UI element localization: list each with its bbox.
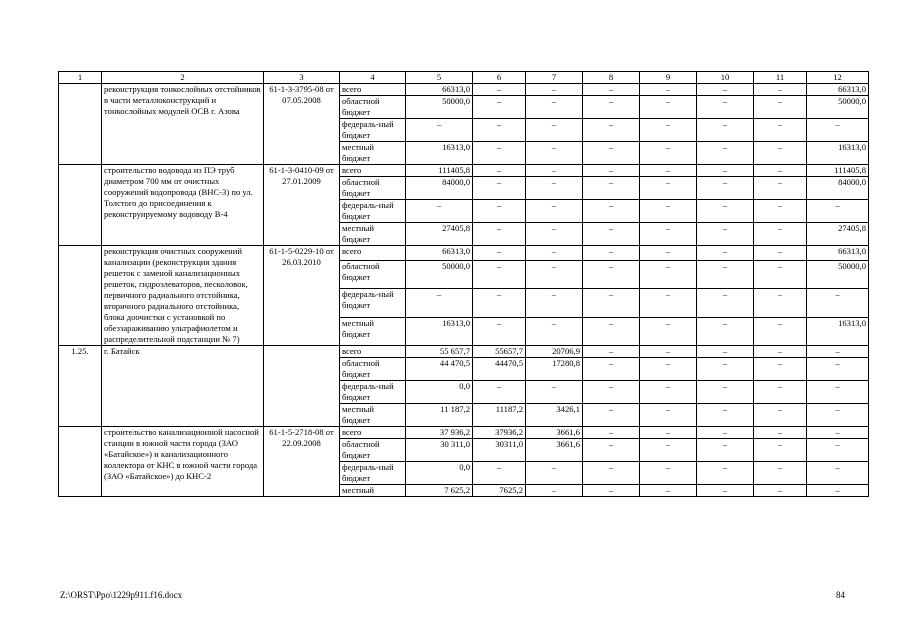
value-cell: – <box>473 177 526 200</box>
value-cell: – <box>526 165 583 177</box>
value-cell: – <box>807 289 869 317</box>
header-cell: 4 <box>340 72 406 84</box>
funding-source: местный бюджет <box>340 317 406 345</box>
table-row <box>59 246 869 261</box>
value-cell: 20706,9 <box>526 346 583 358</box>
value-cell: – <box>583 177 640 200</box>
value-cell: – <box>583 165 640 177</box>
value-cell: 16313,0 <box>807 317 869 345</box>
header-cell: 11 <box>754 72 807 84</box>
value-cell: – <box>697 246 754 261</box>
value-cell: – <box>406 289 473 317</box>
value-cell: 30311,0 <box>473 439 526 462</box>
value-cell: – <box>807 439 869 462</box>
value-cell: 0,0 <box>406 381 473 404</box>
value-cell: – <box>473 165 526 177</box>
file-path: Z:\ORST\Ppo\1229p911.f16.docx <box>60 590 183 600</box>
value-cell: – <box>640 165 697 177</box>
header-cell: 5 <box>406 72 473 84</box>
value-cell: – <box>526 462 583 485</box>
value-cell: – <box>640 317 697 345</box>
value-cell: – <box>754 317 807 345</box>
value-cell: 11187,2 <box>473 404 526 427</box>
value-cell: – <box>526 96 583 119</box>
value-cell: – <box>807 119 869 142</box>
value-cell: – <box>640 485 697 497</box>
value-cell: – <box>697 346 754 358</box>
value-cell: – <box>754 260 807 288</box>
value-cell: – <box>473 246 526 261</box>
value-cell: – <box>640 346 697 358</box>
value-cell: – <box>406 119 473 142</box>
value-cell: – <box>526 223 583 246</box>
value-cell: 44470,5 <box>473 358 526 381</box>
value-cell: – <box>473 96 526 119</box>
value-cell: 55 657,7 <box>406 346 473 358</box>
value-cell: 16313,0 <box>807 142 869 165</box>
value-cell: – <box>640 289 697 317</box>
value-cell: – <box>640 177 697 200</box>
value-cell: – <box>640 404 697 427</box>
value-cell: – <box>640 223 697 246</box>
funding-source: всего <box>340 346 406 358</box>
value-cell: – <box>526 289 583 317</box>
value-cell: – <box>640 358 697 381</box>
value-cell: – <box>697 142 754 165</box>
value-cell: – <box>807 200 869 223</box>
value-cell: – <box>526 119 583 142</box>
value-cell: – <box>754 200 807 223</box>
value-cell: – <box>583 404 640 427</box>
value-cell: – <box>640 200 697 223</box>
value-cell: – <box>807 404 869 427</box>
value-cell: – <box>583 119 640 142</box>
item-number <box>59 427 102 497</box>
value-cell: – <box>583 96 640 119</box>
value-cell: – <box>473 260 526 288</box>
value-cell: – <box>754 346 807 358</box>
value-cell: – <box>807 346 869 358</box>
document-table <box>58 71 869 497</box>
value-cell: – <box>754 165 807 177</box>
header-cell: 6 <box>473 72 526 84</box>
value-cell: – <box>583 346 640 358</box>
value-cell: – <box>754 439 807 462</box>
funding-source: федераль-ный бюджет <box>340 200 406 223</box>
value-cell: 17280,8 <box>526 358 583 381</box>
value-cell: – <box>583 289 640 317</box>
value-cell: – <box>526 485 583 497</box>
value-cell: – <box>754 427 807 439</box>
value-cell: – <box>640 260 697 288</box>
item-number <box>59 246 102 346</box>
value-cell: 66313,0 <box>807 84 869 96</box>
value-cell: – <box>526 260 583 288</box>
value-cell: – <box>697 177 754 200</box>
value-cell: – <box>473 381 526 404</box>
value-cell: – <box>526 84 583 96</box>
value-cell: 16313,0 <box>406 142 473 165</box>
value-cell: – <box>754 289 807 317</box>
funding-source: местный бюджет <box>340 142 406 165</box>
value-cell: – <box>640 84 697 96</box>
value-cell: – <box>754 358 807 381</box>
value-cell: 55657,7 <box>473 346 526 358</box>
funding-source: федераль-ный бюджет <box>340 462 406 485</box>
object-name: реконструкция тонкослойных отстойников в части металлоконструкций и тонкослойных модулей ОСВ г. Азова <box>102 84 264 165</box>
value-cell: – <box>406 200 473 223</box>
value-cell: – <box>697 381 754 404</box>
value-cell: – <box>583 439 640 462</box>
value-cell: – <box>697 427 754 439</box>
funding-source: федераль-ный бюджет <box>340 119 406 142</box>
funding-source: местный бюджет <box>340 404 406 427</box>
value-cell: – <box>697 84 754 96</box>
value-cell: – <box>754 84 807 96</box>
object-name: строительство водовода из ПЭ труб диаметром 700 мм от очистных сооружений водопровода (ВНС-3) по ул. Толстого до присоединения к реконструируемому водоводу В-4 <box>102 165 264 246</box>
value-cell: 84000,0 <box>406 177 473 200</box>
funding-source: областной бюджет <box>340 439 406 462</box>
value-cell: – <box>583 317 640 345</box>
object-name: реконструкция очистных сооружений канализации (реконструкция здания решеток с заменой канализационных решеток, гидроэлеваторов, песколовок, первичного радиального отстойника, вторичного радиального отстойника, блока доочистки с установкой по обеззараживанию ультрафиолетом и распределительной подстанции № 7) <box>102 246 264 346</box>
funding-source: федераль-ный бюджет <box>340 381 406 404</box>
value-cell: – <box>807 462 869 485</box>
value-cell: – <box>473 84 526 96</box>
header-cell: 8 <box>583 72 640 84</box>
header-cell: 3 <box>264 72 340 84</box>
funding-source: областной бюджет <box>340 177 406 200</box>
value-cell: 50000,0 <box>406 96 473 119</box>
value-cell: – <box>807 358 869 381</box>
value-cell: 66313,0 <box>807 246 869 261</box>
funding-source: всего <box>340 84 406 96</box>
value-cell: – <box>640 246 697 261</box>
header-cell: 7 <box>526 72 583 84</box>
value-cell: – <box>697 404 754 427</box>
header-cell: 1 <box>59 72 102 84</box>
value-cell: 50000,0 <box>406 260 473 288</box>
value-cell: 27405,8 <box>406 223 473 246</box>
expertise-doc: 61-1-3-3795-08 от 07.05.2008 <box>264 84 340 165</box>
value-cell: – <box>583 427 640 439</box>
value-cell: – <box>526 381 583 404</box>
value-cell: 84000,0 <box>807 177 869 200</box>
value-cell: – <box>697 439 754 462</box>
value-cell: 0,0 <box>406 462 473 485</box>
value-cell: – <box>754 404 807 427</box>
value-cell: – <box>697 485 754 497</box>
value-cell: – <box>473 200 526 223</box>
value-cell: 7 625,2 <box>406 485 473 497</box>
value-cell: – <box>697 119 754 142</box>
object-name: строительство канализационной насосной станции в южной части города (ЗАО «Батайское») и канализационного коллектора от КНС в южной части города (ЗАО «Батайское») до КНС-2 <box>102 427 264 497</box>
value-cell: – <box>526 177 583 200</box>
value-cell: – <box>697 462 754 485</box>
value-cell: – <box>583 260 640 288</box>
funding-source: местный бюджет <box>340 223 406 246</box>
item-number <box>59 165 102 246</box>
expertise-doc <box>264 346 340 427</box>
value-cell: – <box>754 485 807 497</box>
value-cell: – <box>583 485 640 497</box>
value-cell: – <box>526 317 583 345</box>
value-cell: – <box>583 223 640 246</box>
value-cell: – <box>583 246 640 261</box>
funding-source: областной бюджет <box>340 358 406 381</box>
table-row <box>59 427 869 439</box>
header-cell: 12 <box>807 72 869 84</box>
value-cell: 50000,0 <box>807 260 869 288</box>
value-cell: – <box>473 317 526 345</box>
table-row <box>59 165 869 177</box>
value-cell: – <box>754 177 807 200</box>
value-cell: – <box>583 358 640 381</box>
funding-source: областной бюджет <box>340 260 406 288</box>
value-cell: – <box>807 485 869 497</box>
value-cell: – <box>583 84 640 96</box>
value-cell: 66313,0 <box>406 84 473 96</box>
value-cell: – <box>754 119 807 142</box>
expertise-doc: 61-1-5-2718-08 от 22.09.2008 <box>264 427 340 497</box>
value-cell: 66313,0 <box>406 246 473 261</box>
value-cell: – <box>754 96 807 119</box>
expertise-doc: 61-1-3-0410-09 от 27.01.2009 <box>264 165 340 246</box>
value-cell: – <box>697 200 754 223</box>
value-cell: 111405,8 <box>807 165 869 177</box>
table-row <box>59 84 869 96</box>
table-body <box>59 72 869 497</box>
funding-source: федераль-ный бюджет <box>340 289 406 317</box>
value-cell: – <box>583 200 640 223</box>
header-cell: 2 <box>102 72 264 84</box>
value-cell: – <box>583 381 640 404</box>
value-cell: – <box>640 381 697 404</box>
value-cell: – <box>697 289 754 317</box>
funding-source: всего <box>340 427 406 439</box>
value-cell: – <box>473 119 526 142</box>
value-cell: 3426,1 <box>526 404 583 427</box>
expertise-doc: 61-1-5-0229-10 от 26.03.2010 <box>264 246 340 346</box>
value-cell: – <box>526 200 583 223</box>
value-cell: 44 470,5 <box>406 358 473 381</box>
value-cell: – <box>640 462 697 485</box>
item-number <box>59 84 102 165</box>
value-cell: – <box>697 317 754 345</box>
value-cell: – <box>807 427 869 439</box>
value-cell: – <box>526 142 583 165</box>
funding-source: местный <box>340 485 406 497</box>
value-cell: – <box>583 142 640 165</box>
value-cell: – <box>473 289 526 317</box>
value-cell: 7625,2 <box>473 485 526 497</box>
funding-source: всего <box>340 165 406 177</box>
header-cell: 10 <box>697 72 754 84</box>
value-cell: – <box>526 246 583 261</box>
value-cell: 37936,2 <box>473 427 526 439</box>
value-cell: – <box>583 462 640 485</box>
value-cell: – <box>697 260 754 288</box>
value-cell: – <box>640 119 697 142</box>
object-name: г. Батайск <box>102 346 264 427</box>
value-cell: 50000,0 <box>807 96 869 119</box>
header-cell: 9 <box>640 72 697 84</box>
page-number: 84 <box>836 590 845 600</box>
value-cell: – <box>640 142 697 165</box>
value-cell: – <box>473 142 526 165</box>
item-number: 1.25. <box>59 346 102 427</box>
value-cell: – <box>754 142 807 165</box>
value-cell: – <box>697 358 754 381</box>
value-cell: – <box>640 96 697 119</box>
value-cell: – <box>754 246 807 261</box>
value-cell: 27405,8 <box>807 223 869 246</box>
value-cell: 3661,6 <box>526 427 583 439</box>
value-cell: 30 311,0 <box>406 439 473 462</box>
value-cell: – <box>697 223 754 246</box>
value-cell: 37 936,2 <box>406 427 473 439</box>
value-cell: – <box>697 165 754 177</box>
value-cell: – <box>640 427 697 439</box>
funding-source: областной бюджет <box>340 96 406 119</box>
value-cell: – <box>754 223 807 246</box>
value-cell: 3661,6 <box>526 439 583 462</box>
value-cell: – <box>697 96 754 119</box>
table-row <box>59 346 869 358</box>
value-cell: – <box>473 462 526 485</box>
value-cell: – <box>754 381 807 404</box>
value-cell: – <box>640 439 697 462</box>
header-row <box>59 72 869 84</box>
value-cell: – <box>473 223 526 246</box>
value-cell: 16313,0 <box>406 317 473 345</box>
value-cell: 11 187,2 <box>406 404 473 427</box>
value-cell: – <box>754 462 807 485</box>
funding-source: всего <box>340 246 406 261</box>
value-cell: 111405,8 <box>406 165 473 177</box>
value-cell: – <box>807 381 869 404</box>
